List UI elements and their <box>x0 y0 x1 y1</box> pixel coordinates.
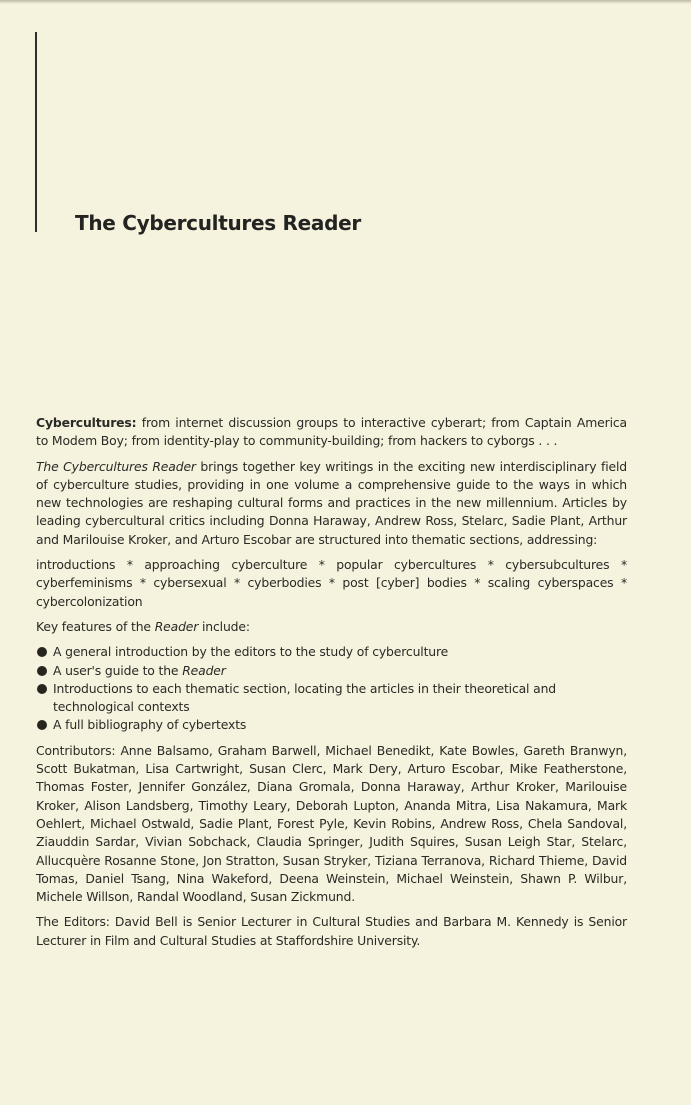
description-paragraph <box>36 458 627 549</box>
feature-text: Introductions to each thematic section, locating the articles in their theoretical and technological contexts <box>53 680 556 715</box>
feature-item <box>36 662 627 680</box>
margin-rule <box>35 32 37 232</box>
editors-paragraph: The Editors: David Bell is Senior Lecturer in Cultural Studies and Barbara M. Kennedy is Senior Lecturer in Film and Cultural Studies at Staffordshire University. <box>36 914 627 948</box>
description-text: brings together key writings in the exciting new interdisciplinary field of cyberculture studies, providing in one volume a comprehensive guide to the ways in which new technologies are reshaping cultural forms and practices in the new millennium. Articles by leading cybercultural critics including Donna Haraway, Andrew Ross, Stelarc, Sadie Plant, Arthur and Marilouise Kroker, and Arturo Escobar are structured into thematic sections, addressing: <box>36 458 627 547</box>
feature-text: A full bibliography of cybertexts <box>53 717 247 733</box>
feature-text: A general introduction by the editors to the study of cyberculture <box>53 644 449 660</box>
bullet-icon <box>37 684 47 694</box>
feature-item <box>36 643 627 661</box>
features-intro-suffix: include: <box>198 618 250 634</box>
page-title: The Cybercultures Reader <box>75 211 361 235</box>
intro-text: from internet discussion groups to interactive cyberart; from Captain America to Modem Boy; from identity-play to community-building; from hackers to cyborgs . . . <box>36 415 627 449</box>
features-list <box>36 643 627 734</box>
features-intro-prefix: Key features of the <box>36 618 155 634</box>
intro-lead: Cybercultures: <box>36 415 137 430</box>
blurb-text <box>36 414 627 957</box>
top-edge-shadow <box>0 0 691 4</box>
contributors-paragraph: Contributors: Anne Balsamo, Graham Barwell, Michael Benedikt, Kate Bowles, Gareth Branwyn, Scott Bukatman, Lisa Cartwright, Susan Clerc, Mark Dery, Arturo Escobar, Mike Featherstone, Thomas Foster, Jennifer González, Diana Gromala, Donna Haraway, Arthur Kroker, Marilouise Kroker, Alison Landsberg, Timothy Leary, Deborah Lupton, Ananda Mitra, Lisa Nakamura, Mark Oehlert, Michael Ostwald, Sadie Plant, Forest Pyle, Kevin Robins, Andrew Ross, Chela Sandoval, Ziauddin Sardar, Vivian Sobchack, Claudia Springer, Judith Squires, Susan Leigh Star, Stelarc, Allucquère Rosanne Stone, Jon Stratton, Susan Stryker, Tiziana Terranova, Richard Thieme, David Tomas, Daniel Tsang, Nina Wakeford, Deena Weinstein, Michael Weinstein, Shawn P. Wilbur, Michele Willson, Randal Woodland, Susan Zickmund. <box>36 742 627 905</box>
feature-item <box>36 716 627 734</box>
description-book-title: The Cybercultures Reader <box>36 458 196 474</box>
intro-paragraph <box>36 414 627 451</box>
bullet-icon <box>37 666 47 676</box>
feature-text-reader: Reader <box>182 662 226 678</box>
bullet-icon <box>37 720 47 730</box>
bullet-icon <box>37 647 47 657</box>
features-intro-reader: Reader <box>154 618 199 634</box>
feature-item <box>36 680 627 717</box>
sections-list: introductions * approaching cyberculture * popular cybercultures * cybersubcultures * cyberfeminisms * cybersexual * cyberbodies * post [cyber] bodies * scaling cyberspaces * cybercolonization <box>36 557 627 609</box>
feature-text-prefix: A user's guide to the <box>53 662 183 678</box>
features-intro <box>36 618 627 636</box>
